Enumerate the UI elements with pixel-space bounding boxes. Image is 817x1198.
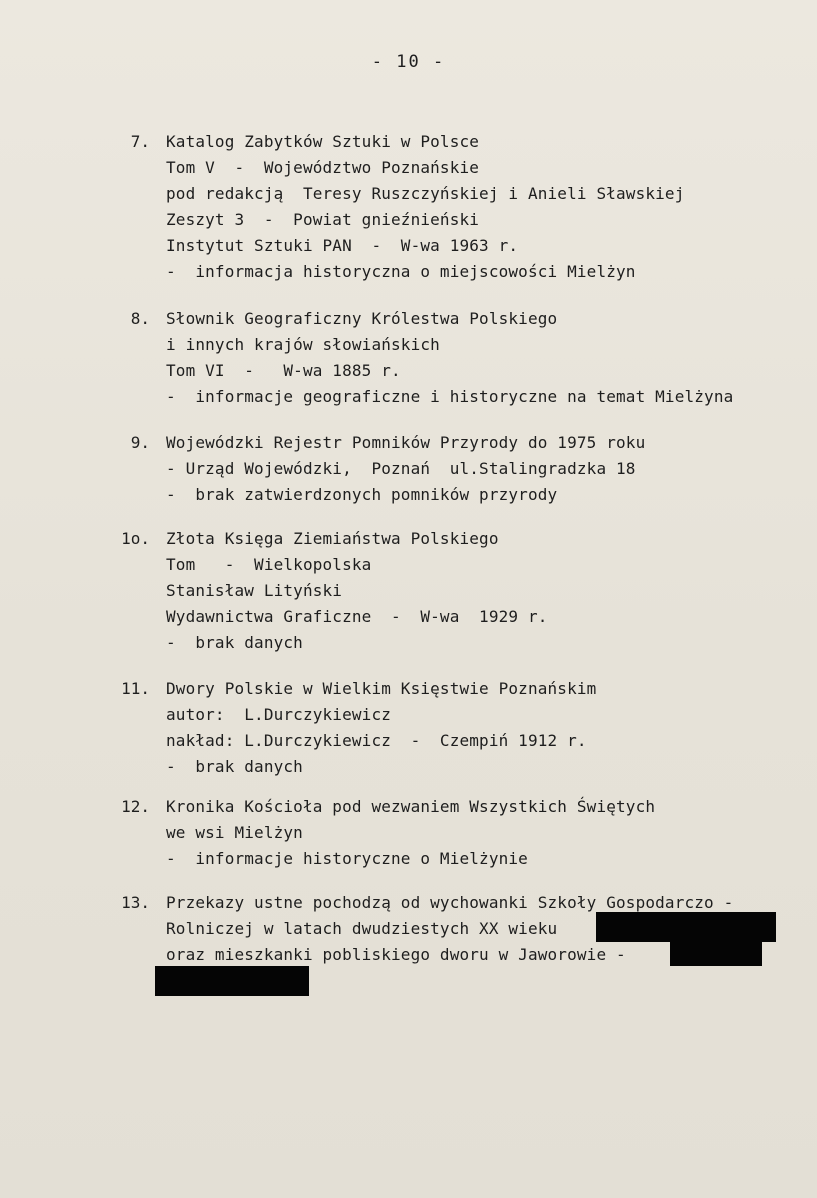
page-number: - 10 - <box>371 52 446 72</box>
entry-number: 7. <box>130 132 150 151</box>
entry-line: - informacje historyczne o Mielżynie <box>166 849 528 868</box>
entry-line: - Urząd Wojewódzki, Poznań ul.Stalingradzka 18 <box>166 459 636 478</box>
entry-line: i innych krajów słowiańskich <box>166 335 440 354</box>
entry-line: Rolniczej w latach dwudziestych XX wieku <box>166 919 558 938</box>
entry-line: Stanisław Lityński <box>166 581 343 600</box>
entry-line: Instytut Sztuki PAN - W-wa 1963 r. <box>166 236 519 255</box>
entry-line: Katalog Zabytków Sztuki w Polsce <box>166 132 480 151</box>
entry-line: - brak danych <box>166 633 303 652</box>
entry-line: - brak zatwierdzonych pomników przyrody <box>166 485 558 504</box>
entry-line: Tom - Wielkopolska <box>166 555 372 574</box>
entry-number: 13. <box>121 893 150 912</box>
entry-line: Tom VI - W-wa 1885 r. <box>166 361 401 380</box>
entry-text <box>166 430 796 508</box>
entry-number: 8. <box>130 309 150 328</box>
entry-text <box>166 676 796 780</box>
redaction-bar <box>155 966 309 996</box>
entry-text <box>166 794 796 872</box>
entry-line: Wydawnictwa Graficzne - W-wa 1929 r. <box>166 607 548 626</box>
entry-number: 9. <box>130 433 150 452</box>
entry-number: 11. <box>121 679 150 698</box>
entry-line: Tom V - Województwo Poznańskie <box>166 158 480 177</box>
entry-line: nakład: L.Durczykiewicz - Czempiń 1912 r. <box>166 731 587 750</box>
entry-line: we wsi Mielżyn <box>166 823 303 842</box>
entry-line: Słownik Geograficzny Królestwa Polskiego <box>166 309 558 328</box>
entry-text <box>166 526 796 656</box>
entry-line: Złota Księga Ziemiaństwa Polskiego <box>166 529 499 548</box>
entry-line: oraz mieszkanki pobliskiego dworu w Jaworowie - <box>166 945 626 964</box>
entry-line: Dwory Polskie w Wielkim Księstwie Poznańskim <box>166 679 597 698</box>
entry-line: Kronika Kościoła pod wezwaniem Wszystkich Świętych <box>166 797 656 816</box>
entry-text <box>166 129 796 285</box>
entry-line: pod redakcją Teresy Ruszczyńskiej i Anieli Sławskiej <box>166 184 685 203</box>
entry-line: autor: L.Durczykiewicz <box>166 705 392 724</box>
entry-line: Przekazy ustne pochodzą od wychowanki Szkoły Gospodarczo - <box>166 893 734 912</box>
entry-line: Zeszyt 3 - Powiat gnieźnieński <box>166 210 480 229</box>
entry-text <box>166 306 796 410</box>
entry-line: - brak danych <box>166 757 303 776</box>
entry-line: - informacja historyczna o miejscowości Mielżyn <box>166 262 636 281</box>
entry-number: 12. <box>121 797 150 816</box>
entry-line: Wojewódzki Rejestr Pomników Przyrody do 1975 roku <box>166 433 646 452</box>
entry-number: 1o. <box>121 529 150 548</box>
redaction-bar <box>670 936 762 966</box>
entry-line: - informacje geograficzne i historyczne na temat Mielżyna <box>166 387 734 406</box>
